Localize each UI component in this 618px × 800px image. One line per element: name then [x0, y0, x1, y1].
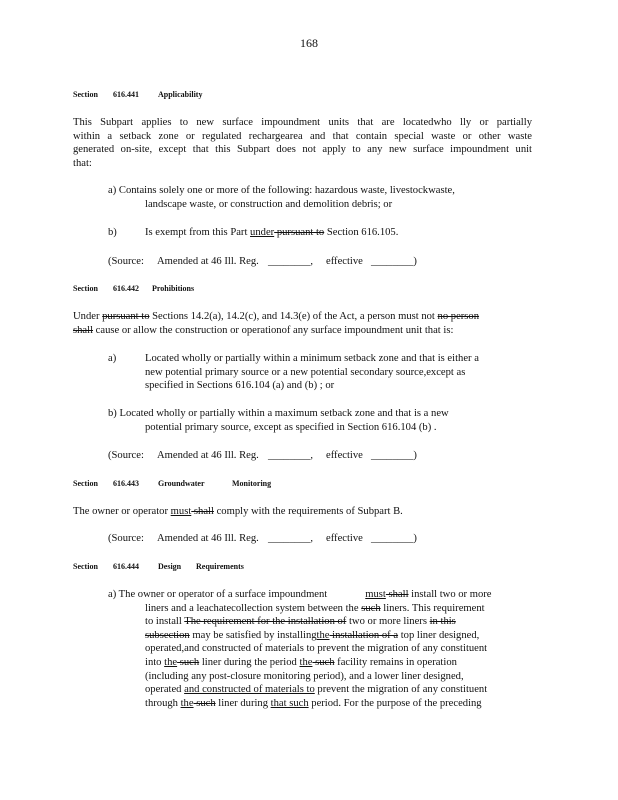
body-line: within a setback zone or regulated rechargearea and that contain special waste or other waste	[73, 130, 532, 142]
section-443-body: The owner or operator must shall comply with the requirements of Subpart B.	[73, 506, 403, 517]
inserted-text: the	[299, 656, 313, 668]
section-number: 616.441	[113, 90, 139, 99]
section-442-body	[73, 310, 543, 337]
item-line: a) Contains solely one or more of the following: hazardous waste, livestockwaste,	[108, 185, 455, 196]
item-line: subsection may be satisfied by installingthe installation of a top liner designed,	[145, 629, 480, 641]
item-line: operated and constructed of materials to prevent the migration of any constituent	[145, 684, 488, 696]
page-number: 168	[300, 36, 318, 50]
deleted-text: such	[193, 697, 216, 709]
deleted-text: in this	[429, 616, 456, 628]
inserted-text: the	[316, 629, 330, 641]
item-line: new potential primary source or a new potential secondary source,except as	[145, 366, 466, 378]
item-line: into the such liner during the period the such facility remains in operation	[145, 656, 457, 668]
deleted-text: no person	[437, 311, 480, 322]
deleted-text: shall	[73, 324, 94, 336]
section-442-item-a	[145, 352, 527, 393]
section-number: 616.442	[113, 284, 139, 293]
deleted-text: shall	[191, 506, 214, 517]
body-line: This Subpart applies to new surface impoundment units that are locatedwho lly or partially	[73, 117, 532, 128]
inserted-text: under	[250, 227, 275, 238]
item-line: (including any post-closure monitoring period), and a lower liner designed,	[145, 670, 464, 682]
section-title: Requirements	[196, 562, 244, 571]
section-title: Monitoring	[232, 479, 272, 488]
section-label: Section	[73, 562, 98, 571]
deleted-text: pursuant to	[102, 311, 150, 322]
section-label: Section	[73, 90, 98, 99]
inserted-text: the	[164, 656, 178, 668]
deleted-text: shall	[385, 589, 409, 600]
deleted-text: such	[177, 656, 200, 668]
section-442-item-b	[108, 407, 498, 434]
section-label: Section	[73, 284, 98, 293]
item-line: Located wholly or partially within a minimum setback zone and that is either a	[145, 353, 479, 364]
section-number: 616.444	[113, 562, 139, 571]
inserted-text: the	[180, 697, 194, 709]
section-442-item-a-marker: a)	[108, 353, 117, 364]
body-line: shall cause or allow the construction or operationof any surface impoundment unit that is:	[73, 324, 454, 336]
item-line: specified in Sections 616.104 (a) and (b) ; or	[145, 380, 335, 392]
section-title: Design	[158, 562, 182, 571]
source-note: (Source: Amended at 46 Ill. Reg. ________, effective ________)	[108, 533, 417, 544]
deleted-text: such	[312, 656, 335, 668]
inserted-text: must	[365, 589, 386, 600]
body-line: generated on-site, except that this Subpart does not apply to any new surface impoundment unit	[73, 144, 532, 156]
item-line: landscape waste, or construction and demolition debris; or	[145, 198, 393, 210]
item-line: to install The requirement for the installation of two or more liners in this	[145, 616, 456, 628]
section-title: Prohibitions	[152, 284, 195, 293]
deleted-text: pursuant to	[274, 227, 325, 238]
source-note: (Source: Amended at 46 Ill. Reg. ________, effective ________)	[108, 256, 417, 267]
inserted-text: and constructed of materials to	[184, 684, 315, 696]
section-label: Section	[73, 479, 98, 488]
deleted-text: installation of a	[329, 629, 399, 641]
section-441-item-b-marker: b)	[108, 227, 117, 238]
section-title: Groundwater	[158, 479, 205, 488]
section-441-item-a	[108, 184, 498, 211]
item-line: potential primary source, except as specified in Section 616.104 (b) .	[145, 421, 437, 433]
item-line: operated,and constructed of materials to prevent the migration of any constituent	[145, 643, 488, 655]
body-line: Under pursuant to Sections 14.2(a), 14.2(c), and 14.3(e) of the Act, a person must not no person	[73, 311, 480, 322]
deleted-text: subsection	[145, 629, 190, 641]
section-title: Applicability	[158, 90, 203, 99]
section-444-item-a	[108, 588, 528, 710]
section-441-item-b: Is exempt from this Part under pursuant to Section 616.105.	[145, 227, 399, 238]
body-line: that:	[73, 157, 92, 169]
inserted-text: that such	[270, 697, 309, 709]
item-line: through the such liner during that such period. For the purpose of the preceding	[145, 697, 482, 709]
inserted-text: must	[170, 506, 192, 517]
item-line: a) The owner or operator of a surface impoundment must shall install two or more	[108, 589, 492, 600]
source-note: (Source: Amended at 46 Ill. Reg. ________, effective ________)	[108, 450, 417, 461]
item-line: b) Located wholly or partially within a maximum setback zone and that is a new	[108, 408, 449, 419]
section-number: 616.443	[113, 479, 139, 488]
deleted-text: such	[361, 602, 381, 614]
section-441-body	[73, 116, 532, 170]
deleted-text: The requirement for the installation of	[184, 616, 347, 628]
item-line: liners and a leachatecollection system between the such liners. This requirement	[145, 602, 485, 614]
